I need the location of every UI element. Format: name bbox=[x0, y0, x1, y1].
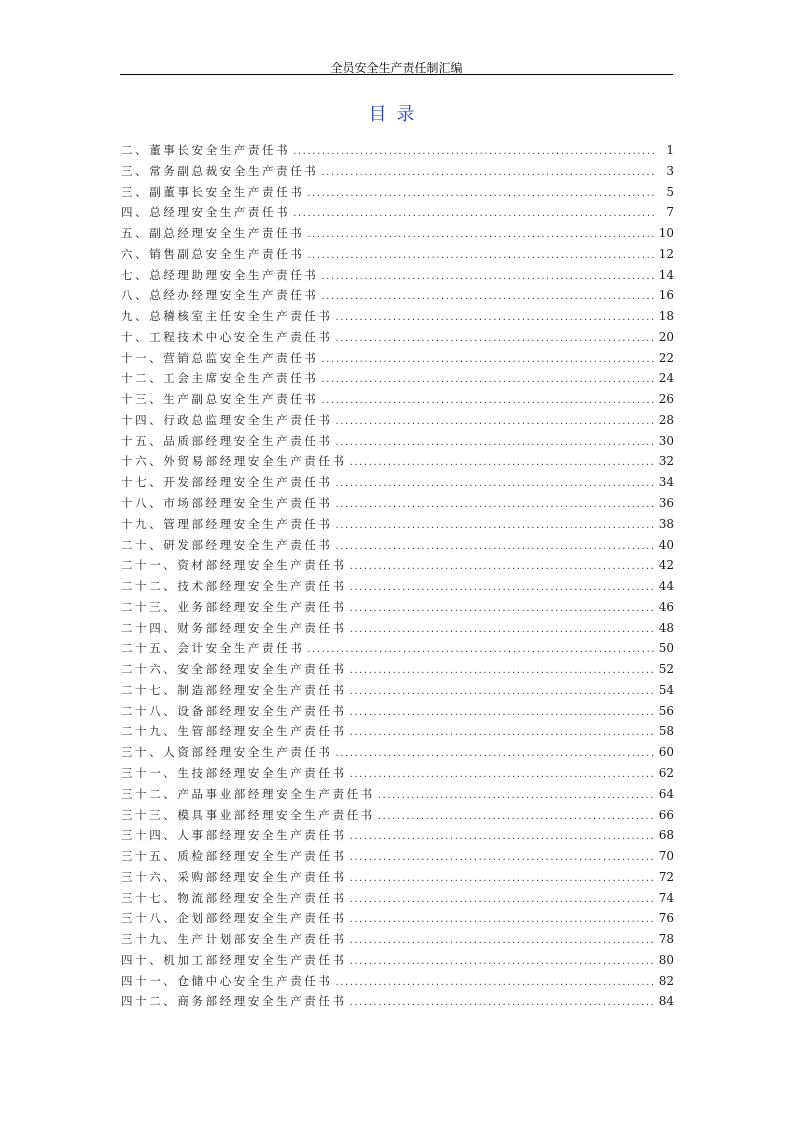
toc-dot-leader bbox=[336, 412, 656, 433]
toc-dot-leader bbox=[350, 765, 656, 786]
toc-entry-page-number: 5 bbox=[666, 184, 674, 199]
toc-dot-leader bbox=[350, 620, 656, 641]
toc-entry-label: 十四、行政总监理安全生产责任书 bbox=[121, 412, 333, 427]
toc-entry[interactable] bbox=[121, 680, 674, 701]
toc-entry[interactable] bbox=[121, 472, 674, 493]
toc-entry-label: 十一、营销总监安全生产责任书 bbox=[121, 350, 319, 365]
toc-dot-leader bbox=[307, 184, 657, 205]
toc-entry[interactable] bbox=[121, 244, 674, 265]
toc-entry-page-number: 84 bbox=[658, 994, 674, 1009]
toc-dot-leader bbox=[321, 163, 657, 184]
toc-dot-leader bbox=[307, 225, 655, 246]
toc-entry-page-number: 68 bbox=[658, 828, 674, 843]
toc-dot-leader bbox=[336, 973, 656, 994]
toc-dot-leader bbox=[350, 827, 656, 848]
toc-entry[interactable] bbox=[121, 597, 674, 618]
toc-entry-page-number: 10 bbox=[658, 226, 674, 241]
toc-entry-label: 二、董事长安全生产责任书 bbox=[121, 143, 291, 157]
toc-entry[interactable] bbox=[121, 742, 674, 763]
toc-entry-label: 十三、生产副总安全生产责任书 bbox=[121, 392, 319, 407]
toc-entry-page-number: 52 bbox=[658, 662, 674, 677]
toc-list bbox=[121, 140, 674, 1012]
toc-dot-leader bbox=[350, 453, 656, 474]
toc-dot-leader bbox=[336, 308, 656, 329]
toc-dot-leader bbox=[336, 537, 656, 558]
toc-entry-label: 十九、管理部经理安全生产责任书 bbox=[121, 516, 333, 531]
toc-entry-label: 十、工程技术中心安全生产责任书 bbox=[121, 329, 333, 344]
toc-entry[interactable] bbox=[121, 867, 674, 888]
toc-entry[interactable] bbox=[121, 327, 674, 348]
toc-entry-page-number: 16 bbox=[658, 288, 674, 303]
toc-entry-page-number: 22 bbox=[658, 350, 674, 365]
toc-entry-label: 四、总经理安全生产责任书 bbox=[121, 205, 291, 220]
toc-entry-page-number: 26 bbox=[658, 392, 674, 407]
toc-dot-leader bbox=[336, 433, 656, 454]
toc-dot-leader bbox=[293, 204, 657, 225]
toc-entry-label: 二十八、设备部经理安全生产责任书 bbox=[121, 703, 347, 718]
toc-entry-page-number: 60 bbox=[658, 745, 674, 760]
toc-entry-label: 三十五、质检部经理安全生产责任书 bbox=[121, 849, 347, 864]
toc-entry-label: 二十四、财务部经理安全生产责任书 bbox=[121, 620, 347, 635]
toc-entry-page-number: 74 bbox=[658, 890, 674, 905]
toc-entry[interactable] bbox=[121, 721, 674, 742]
toc-entry-label: 七、总经理助理安全生产责任书 bbox=[121, 267, 319, 282]
toc-entry-label: 八、总经办经理安全生产责任书 bbox=[121, 288, 319, 303]
toc-entry-page-number: 76 bbox=[658, 911, 674, 926]
toc-dot-leader bbox=[350, 848, 656, 869]
toc-entry-page-number: 50 bbox=[658, 641, 674, 656]
toc-dot-leader bbox=[336, 744, 656, 765]
toc-entry-label: 二十一、资材部经理安全生产责任书 bbox=[121, 558, 347, 573]
toc-entry[interactable] bbox=[121, 348, 674, 369]
toc-entry-page-number: 66 bbox=[658, 807, 674, 822]
toc-dot-leader bbox=[321, 391, 655, 412]
toc-entry[interactable] bbox=[121, 618, 674, 639]
toc-entry-label: 三十七、物流部经理安全生产责任书 bbox=[121, 890, 347, 905]
toc-entry-page-number: 80 bbox=[658, 952, 674, 967]
toc-entry-page-number: 36 bbox=[658, 496, 674, 511]
toc-entry-page-number: 32 bbox=[658, 454, 674, 469]
toc-entry[interactable] bbox=[121, 638, 674, 659]
toc-dot-leader bbox=[350, 931, 656, 952]
toc-entry[interactable] bbox=[121, 451, 674, 472]
toc-entry-page-number: 7 bbox=[666, 205, 674, 220]
toc-entry[interactable] bbox=[121, 888, 674, 909]
toc-entry[interactable] bbox=[121, 908, 674, 929]
toc-dot-leader bbox=[350, 910, 656, 931]
toc-entry-page-number: 64 bbox=[658, 786, 674, 801]
toc-entry[interactable] bbox=[121, 368, 674, 389]
toc-entry[interactable] bbox=[121, 202, 674, 223]
toc-entry-label: 十五、品质部经理安全生产责任书 bbox=[121, 433, 333, 448]
toc-entry-label: 五、副总经理安全生产责任书 bbox=[121, 226, 305, 241]
toc-dot-leader bbox=[307, 640, 655, 661]
toc-entry-label: 三十四、人事部经理安全生产责任书 bbox=[121, 828, 347, 843]
toc-entry[interactable] bbox=[121, 140, 674, 161]
toc-entry[interactable] bbox=[121, 285, 674, 306]
toc-entry-page-number: 40 bbox=[658, 537, 674, 552]
toc-entry-page-number: 3 bbox=[666, 163, 674, 178]
toc-dot-leader bbox=[321, 287, 655, 308]
toc-entry[interactable] bbox=[121, 825, 674, 846]
toc-entry[interactable] bbox=[121, 950, 674, 971]
toc-entry-label: 三十九、生产计划部安全生产责任书 bbox=[121, 932, 347, 947]
toc-entry-label: 三十八、企划部经理安全生产责任书 bbox=[121, 911, 347, 926]
toc-entry-label: 三、副董事长安全生产责任书 bbox=[121, 184, 305, 199]
toc-dot-leader bbox=[350, 952, 656, 973]
toc-entry-page-number: 28 bbox=[658, 412, 674, 427]
toc-dot-leader bbox=[350, 869, 656, 890]
toc-dot-leader bbox=[321, 267, 655, 288]
toc-entry-label: 三十六、采购部经理安全生产责任书 bbox=[121, 869, 347, 884]
toc-entry[interactable] bbox=[121, 493, 674, 514]
toc-entry-page-number: 72 bbox=[658, 869, 674, 884]
toc-dot-leader bbox=[350, 599, 656, 620]
toc-entry-label: 三十三、模具事业部经理安全生产责任书 bbox=[121, 807, 375, 822]
toc-dot-leader bbox=[321, 350, 655, 371]
toc-entry[interactable] bbox=[121, 182, 674, 203]
toc-entry[interactable] bbox=[121, 431, 674, 452]
toc-entry[interactable] bbox=[121, 535, 674, 556]
page-header bbox=[120, 57, 673, 75]
toc-entry-label: 二十七、制造部经理安全生产责任书 bbox=[121, 682, 347, 697]
toc-entry-label: 四十、机加工部经理安全生产责任书 bbox=[121, 952, 347, 967]
toc-dot-leader bbox=[378, 807, 656, 828]
toc-entry-page-number: 42 bbox=[658, 558, 674, 573]
toc-entry-page-number: 48 bbox=[658, 620, 674, 635]
toc-entry-label: 十二、工会主席安全生产责任书 bbox=[121, 371, 319, 386]
toc-entry[interactable] bbox=[121, 389, 674, 410]
toc-dot-leader bbox=[350, 578, 656, 599]
toc-entry-label: 三十一、生技部经理安全生产责任书 bbox=[121, 765, 347, 780]
toc-entry-page-number: 12 bbox=[658, 246, 674, 261]
toc-entry-page-number: 58 bbox=[658, 724, 674, 739]
toc-entry-page-number: 24 bbox=[658, 371, 674, 386]
toc-dot-leader bbox=[350, 993, 656, 1014]
toc-dot-leader bbox=[350, 723, 656, 744]
toc-entry-page-number: 82 bbox=[658, 973, 674, 988]
toc-entry-page-number: 44 bbox=[658, 579, 674, 594]
toc-dot-leader bbox=[350, 557, 656, 578]
toc-entry[interactable] bbox=[121, 846, 674, 867]
toc-entry-label: 二十二、技术部经理安全生产责任书 bbox=[121, 579, 347, 594]
toc-entry-label: 二十五、会计安全生产责任书 bbox=[121, 641, 305, 656]
toc-dot-leader bbox=[321, 370, 655, 391]
toc-dot-leader bbox=[336, 495, 656, 516]
toc-dot-leader bbox=[336, 516, 656, 537]
toc-entry[interactable] bbox=[121, 659, 674, 680]
toc-entry-page-number: 18 bbox=[658, 309, 674, 324]
toc-entry-label: 二十三、业务部经理安全生产责任书 bbox=[121, 599, 347, 614]
header-title: 全员安全生产责任制汇编 bbox=[330, 61, 463, 75]
toc-entry-page-number: 70 bbox=[658, 849, 674, 864]
toc-entry[interactable] bbox=[121, 514, 674, 535]
toc-title: 目录 bbox=[368, 104, 425, 125]
toc-entry-page-number: 20 bbox=[658, 329, 674, 344]
toc-entry-label: 三十、人资部经理安全生产责任书 bbox=[121, 745, 333, 760]
toc-dot-leader bbox=[336, 329, 656, 350]
toc-entry-page-number: 38 bbox=[658, 516, 674, 531]
toc-entry-label: 十七、开发部经理安全生产责任书 bbox=[121, 475, 333, 490]
toc-entry[interactable] bbox=[121, 763, 674, 784]
toc-entry-label: 四十二、商务部经理安全生产责任书 bbox=[121, 994, 347, 1009]
toc-entry[interactable] bbox=[121, 971, 674, 992]
toc-entry-page-number: 78 bbox=[658, 932, 674, 947]
toc-entry-page-number: 14 bbox=[658, 267, 674, 282]
toc-entry-page-number: 56 bbox=[658, 703, 674, 718]
toc-entry-label: 二十九、生管部经理安全生产责任书 bbox=[121, 724, 347, 739]
toc-entry-label: 三十二、产品事业部经理安全生产责任书 bbox=[121, 786, 375, 801]
toc-dot-leader bbox=[350, 682, 656, 703]
toc-entry[interactable] bbox=[121, 306, 674, 327]
toc-dot-leader bbox=[350, 703, 656, 724]
toc-entry-label: 四十一、仓储中心安全生产责任书 bbox=[121, 973, 333, 988]
toc-entry[interactable] bbox=[121, 991, 674, 1012]
toc-entry[interactable] bbox=[121, 161, 674, 182]
toc-dot-leader bbox=[336, 474, 656, 495]
toc-entry-page-number: 54 bbox=[658, 682, 674, 697]
toc-entry-label: 三、常务副总裁安全生产责任书 bbox=[121, 163, 319, 178]
toc-entry[interactable] bbox=[121, 265, 674, 286]
toc-entry[interactable] bbox=[121, 805, 674, 826]
toc-dot-leader bbox=[293, 142, 657, 163]
toc-entry-label: 二十六、安全部经理安全生产责任书 bbox=[121, 662, 347, 677]
toc-dot-leader bbox=[378, 786, 656, 807]
toc-entry[interactable] bbox=[121, 784, 674, 805]
toc-entry[interactable] bbox=[121, 223, 674, 244]
toc-entry-label: 九、总稽核室主任安全生产责任书 bbox=[121, 309, 333, 324]
toc-entry[interactable] bbox=[121, 555, 674, 576]
toc-dot-leader bbox=[307, 246, 655, 267]
toc-entry-label: 十八、市场部经理安全生产责任书 bbox=[121, 496, 333, 511]
toc-entry[interactable] bbox=[121, 701, 674, 722]
toc-dot-leader bbox=[350, 661, 656, 682]
toc-entry-page-number: 1 bbox=[666, 143, 674, 157]
toc-entry-page-number: 34 bbox=[658, 475, 674, 490]
toc-entry-page-number: 30 bbox=[658, 433, 674, 448]
toc-entry-label: 六、销售副总安全生产责任书 bbox=[121, 246, 305, 261]
toc-entry-label: 二十、研发部经理安全生产责任书 bbox=[121, 537, 333, 552]
toc-entry-page-number: 46 bbox=[658, 599, 674, 614]
toc-entry-label: 十六、外贸易部经理安全生产责任书 bbox=[121, 454, 347, 469]
toc-dot-leader bbox=[350, 890, 656, 911]
toc-entry[interactable] bbox=[121, 576, 674, 597]
toc-entry[interactable] bbox=[121, 929, 674, 950]
toc-entry[interactable] bbox=[121, 410, 674, 431]
toc-entry-page-number: 62 bbox=[658, 765, 674, 780]
